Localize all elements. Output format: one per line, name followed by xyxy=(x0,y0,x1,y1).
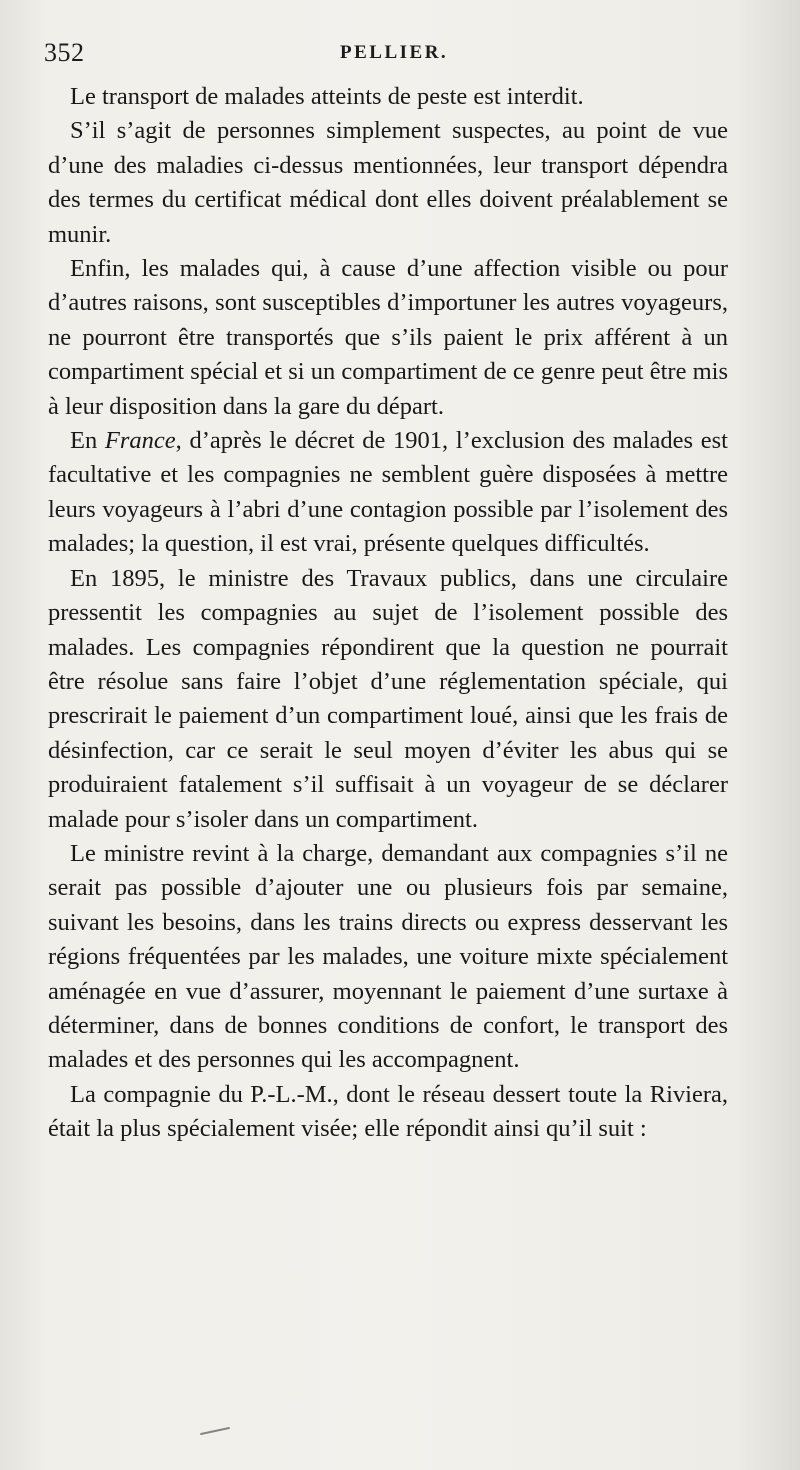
page-header xyxy=(44,38,734,72)
paragraph: Enfin, les malades qui, à cause d’une affection visible ou pour d’autres raisons, sont susceptibles d’importuner les autres voyageurs, ne pourront être transportés que s’ils paient le prix afférent à un compartiment spécial et si un compartiment de ce genre peut être mis à leur disposition dans la gare du départ. xyxy=(48,255,728,420)
stray-ink-mark xyxy=(200,1427,230,1435)
paragraph-text: En xyxy=(70,427,105,455)
body-text xyxy=(48,80,728,1147)
page-number: 352 xyxy=(44,38,85,67)
paragraph-text: , d’après le décret de 1901, l’exclusion des malades est facultative et les compagnies ne semblent guère disposées à mettre leurs voyageurs à l’abri d’une contagion possible par l’isolement des malades; la question, il est vrai, présente quelques difficultés. xyxy=(48,427,728,558)
paragraph xyxy=(48,424,728,562)
paragraph: S’il s’agit de personnes simplement suspectes, au point de vue d’une des maladies ci-dessus mentionnées, leur transport dépendra des termes du certificat médical dont elles doivent préalablement se munir. xyxy=(48,117,728,248)
paragraph: Le ministre revint à la charge, demandant aux compagnies s’il ne serait pas possible d’ajouter une ou plusieurs fois par semaine, suivant les besoins, dans les trains directs ou express desservant les régions fréquentées par les malades, une voiture mixte spécialement aménagée en vue d’assurer, moyennant le paiement d’une surtaxe à déterminer, dans de bonnes conditions de confort, le transport des malades et des personnes qui les accompagnent. xyxy=(48,839,728,1074)
italic-text: France xyxy=(104,427,176,455)
paragraph: La compagnie du P.-L.-M., dont le réseau dessert toute la Riviera, était la plus spécialement visée; elle répondit ainsi qu’il suit : xyxy=(48,1080,728,1143)
paragraph: En 1895, le ministre des Travaux publics, dans une circulaire pressentit les compagnies au sujet de l’isolement possible des malades. Les compagnies répondirent que la question ne pourrait être résolue sans faire l’objet d’une réglementation spéciale, qui prescrirait le paiement d’un compartiment loué, ainsi que les frais de désinfection, car ce serait le seul moyen d’éviter les abus qui se produiraient fatalement s’il suffisait à un voyageur de se déclarer malade pour s’isoler dans un compartiment. xyxy=(48,564,728,833)
paragraph: Le transport de malades atteints de peste est interdit. xyxy=(70,83,584,110)
running-head: PELLIER. xyxy=(340,42,449,63)
